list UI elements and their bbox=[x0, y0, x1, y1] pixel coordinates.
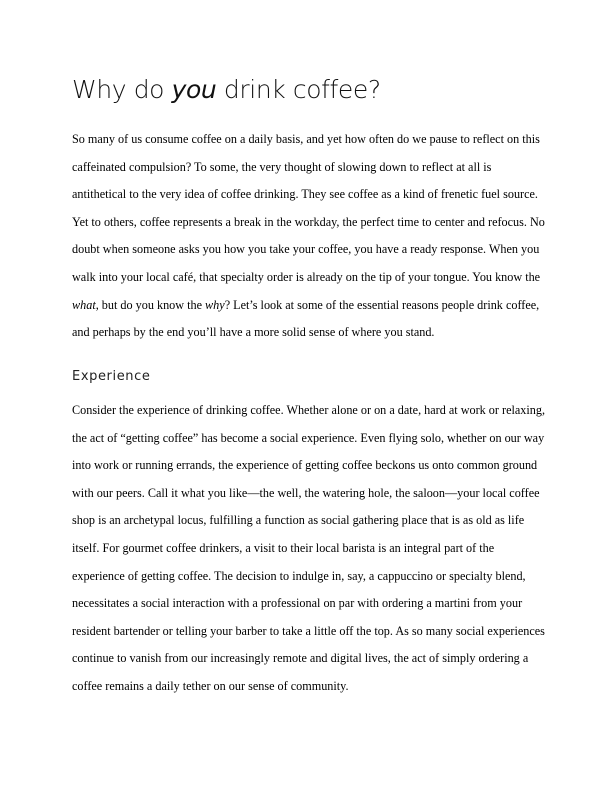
text-line: into work or running errands, the experience of getting coffee beckons us onto common ground bbox=[72, 458, 538, 473]
text-line: experience of getting coffee. The decision to indulge in, say, a cappuccino or specialty blend, bbox=[72, 568, 526, 583]
text-line: with our peers. Call it what you like—the well, the watering hole, the saloon—your local coffee bbox=[72, 485, 540, 500]
text-line: Yet to others, coffee represents a break in the workday, the perfect time to center and refocus. No bbox=[72, 214, 545, 229]
emphasis-why: why bbox=[205, 297, 225, 312]
text-line: shop is an archetypal locus, fulfilling a function as social gathering place that is as old as life bbox=[72, 513, 525, 528]
intro-paragraph bbox=[72, 126, 545, 347]
text-line: and perhaps by the end you’ll have a more solid sense of where you stand. bbox=[72, 325, 435, 340]
experience-paragraph bbox=[72, 397, 545, 701]
text-line: caffeinated compulsion? To some, the very thought of slowing down to reflect at all is bbox=[72, 159, 492, 174]
text-line: the act of “getting coffee” has become a social experience. Even flying solo, whether on our way bbox=[72, 430, 545, 445]
text-line: antithetical to the very idea of coffee drinking. They see coffee as a kind of frenetic fuel source. bbox=[72, 187, 538, 202]
text-line: walk into your local café, that specialty order is already on the tip of your tongue. You know the bbox=[72, 269, 541, 284]
text-line: So many of us consume coffee on a daily basis, and yet how often do we pause to reflect on this bbox=[72, 132, 540, 146]
section-heading-experience: Experience bbox=[72, 369, 151, 384]
text-line: itself. For gourmet coffee drinkers, a visit to their local barista is an integral part of the bbox=[72, 540, 495, 555]
line-7-rest: ? Let’s look at some of the essential reasons people drink coffee, bbox=[224, 297, 540, 312]
text-line: Consider the experience of drinking coffee. Whether alone or on a date, hard at work or relaxing, bbox=[72, 403, 545, 417]
text-line: necessitates a social interaction with a professional on par with ordering a martini from your bbox=[72, 596, 523, 611]
text-line: doubt when someone asks you how you take your coffee, you have a ready response. When you bbox=[72, 242, 540, 257]
page-title bbox=[72, 72, 381, 108]
text-line bbox=[72, 292, 542, 320]
emphasis-what: what bbox=[72, 297, 96, 312]
title-emphasis: you bbox=[171, 75, 217, 104]
text-line: resident bartender or telling your barber to take a little off the top. As so many social experiences bbox=[72, 623, 545, 638]
text-line: continue to vanish from our increasingly remote and digital lives, the act of simply ordering a bbox=[72, 651, 529, 666]
title-part-2: drink coffee? bbox=[216, 75, 381, 104]
text-line: coffee remains a daily tether on our sense of community. bbox=[72, 678, 349, 693]
line-7-mid: , but do you know the bbox=[95, 297, 206, 312]
title-part-1: Why do bbox=[72, 75, 172, 104]
